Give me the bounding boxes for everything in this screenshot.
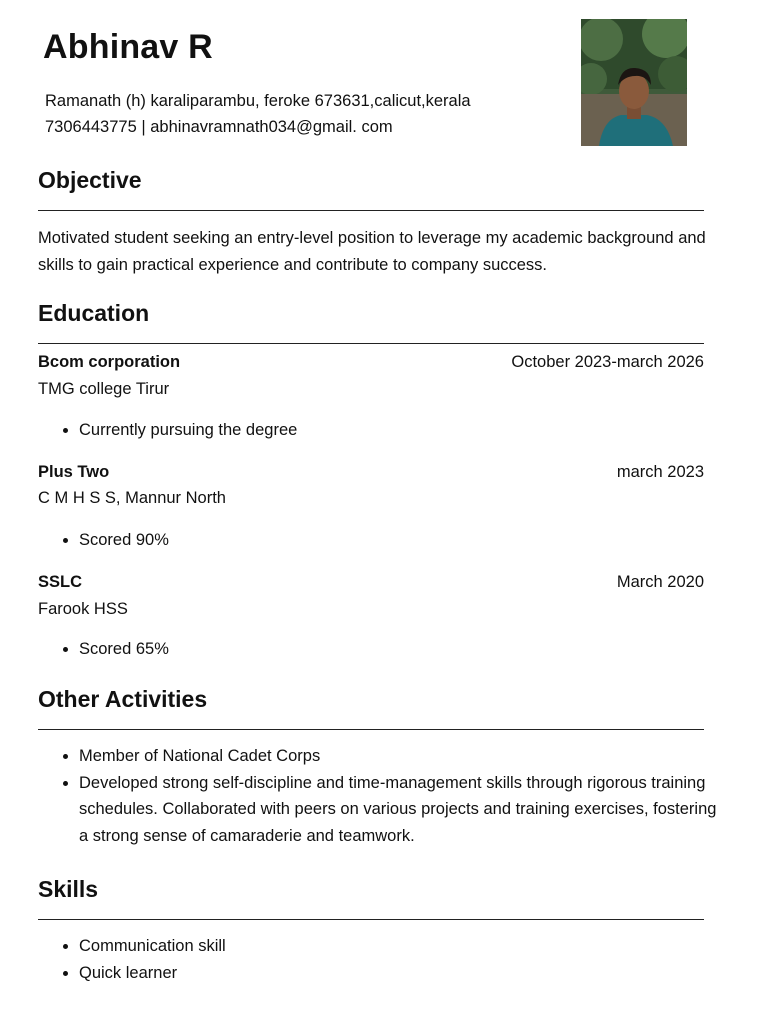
education-divider xyxy=(38,343,704,344)
education-entry xyxy=(38,353,704,372)
list-item: • Developed strong self-discipline and time-management skills through rigorous training schedules. Collaborated with peers on various projects and training exercises, fostering a strong sense of camaraderie and teamwork. xyxy=(79,770,719,850)
education-entry xyxy=(38,463,704,482)
phone-email-line xyxy=(45,114,471,140)
skills-divider xyxy=(38,919,704,920)
degree-date: October 2023-march 2026 xyxy=(511,353,704,371)
list-item: • Currently pursuing the degree xyxy=(79,417,719,444)
education-bullets xyxy=(38,527,719,554)
address-line: Ramanath (h) karaliparambu, feroke 673631,calicut,kerala xyxy=(45,92,471,110)
candidate-name: Abhinav R xyxy=(43,28,213,66)
degree-date: march 2023 xyxy=(616,463,704,481)
activities-divider xyxy=(38,729,704,730)
institution-name: TMG college Tirur xyxy=(38,380,170,398)
education-bullets xyxy=(38,417,719,444)
profile-photo-image xyxy=(581,19,687,146)
email-address: abhinavramnath034@gmail. com xyxy=(150,118,393,136)
contact-block xyxy=(45,88,471,140)
degree-title: SSLC xyxy=(38,573,83,591)
objective-text: Motivated student seeking an entry-level position to leverage my academic background and skills to gain practical experience and contribute to company success. xyxy=(38,229,706,274)
objective-divider xyxy=(38,210,704,211)
skills-list xyxy=(38,933,719,986)
list-item: • Member of National Cadet Corps xyxy=(79,743,719,770)
phone-number: 7306443775 xyxy=(45,118,137,136)
profile-photo xyxy=(581,19,687,146)
list-item: • Communication skill xyxy=(79,933,719,960)
education-heading: Education xyxy=(38,300,150,326)
skills-heading: Skills xyxy=(38,876,99,902)
list-item: • Quick learner xyxy=(79,960,719,987)
education-bullets xyxy=(38,636,719,663)
objective-heading: Objective xyxy=(38,167,142,193)
contact-separator: | xyxy=(141,118,146,136)
degree-date: March 2020 xyxy=(616,573,704,591)
list-item: • Scored 65% xyxy=(79,636,719,663)
list-item: • Scored 90% xyxy=(79,527,719,554)
degree-title: Bcom corporation xyxy=(38,353,181,371)
activities-list xyxy=(38,743,719,849)
activities-heading: Other Activities xyxy=(38,686,208,712)
degree-title: Plus Two xyxy=(38,463,110,481)
institution-name: Farook HSS xyxy=(38,600,128,618)
institution-name: C M H S S, Mannur North xyxy=(38,489,226,507)
education-entry xyxy=(38,573,704,592)
